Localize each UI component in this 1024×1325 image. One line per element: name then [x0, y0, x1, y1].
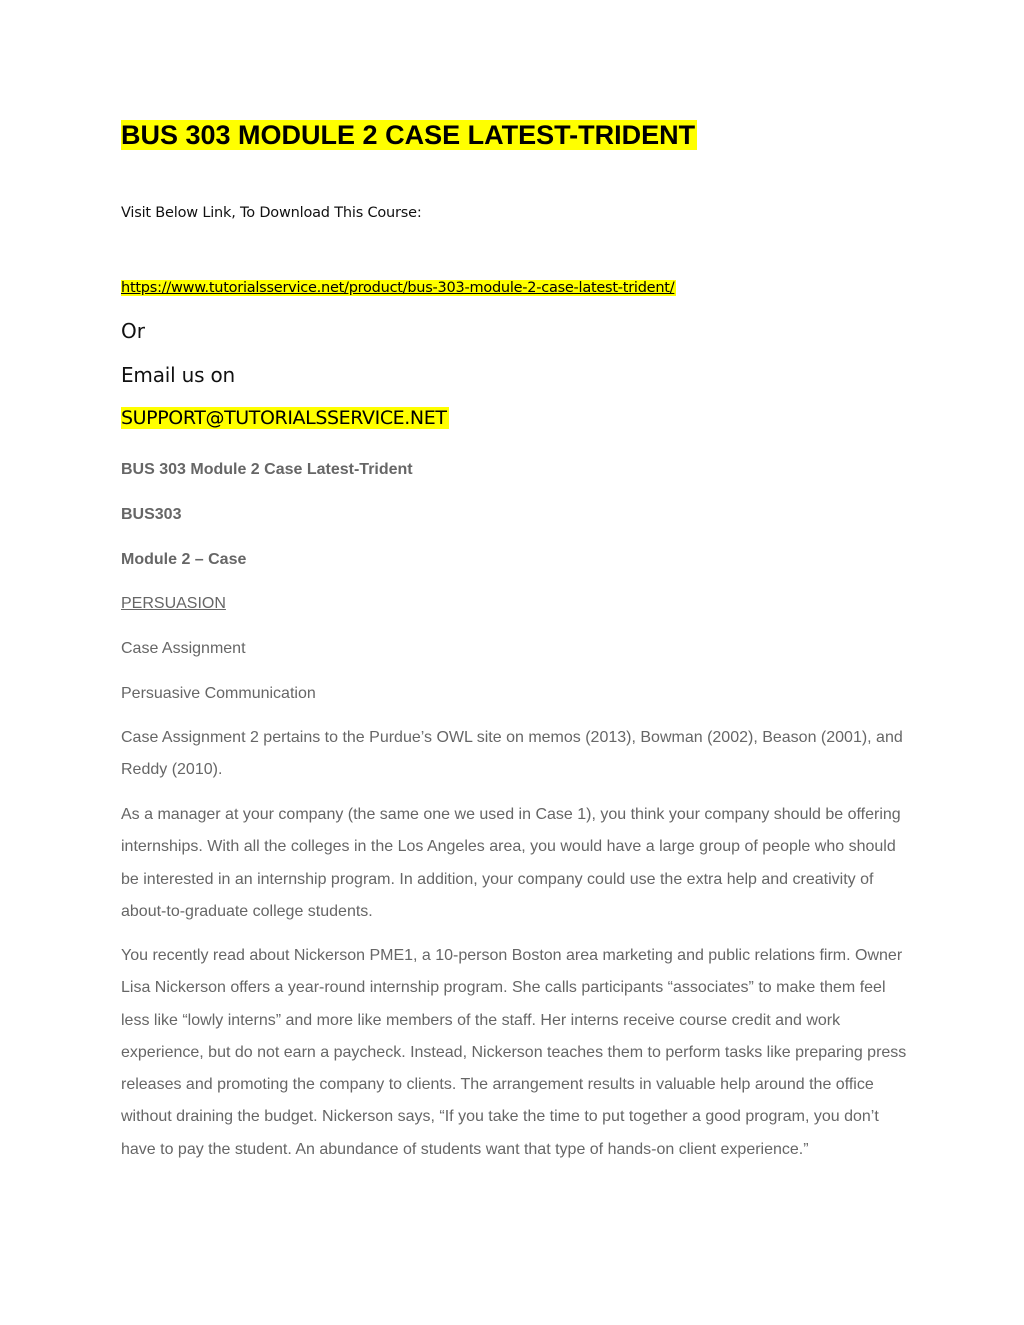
topic-heading: PERSUASION [121, 595, 226, 612]
course-link[interactable] [121, 277, 676, 300]
paragraph-3: You recently read about Nickerson PME1, a 10-person Boston area marketing and public relations firm. Owner Lisa Nickerson offers a year-round internship program. She calls participants “associates” to make them feel less like “lowly interns” and more like members of the staff. Her interns receive course credit and work experience, but do not earn a paycheck. Instead, Nickerson teaches them to perform tasks like preparing press releases and promoting the company to clients. The arrangement results in valuable help around the office without draining the budget. Nickerson says, “If you take the time to put together a good program, you don’t have to pay the student. An abundance of students want that type of hands-on client experience.” [121, 947, 907, 1158]
paragraph-2: As a manager at your company (the same one we used in Case 1), you think your company should be offering internships. With all the colleges in the Los Angeles area, you would have a large group of people who should be interested in an internship program. In addition, your company could use the extra help and creativity of about-to-graduate college students. [121, 806, 901, 920]
case-assignment-label: Case Assignment [121, 640, 246, 657]
email-label: Email us on [121, 363, 236, 387]
support-email[interactable] [121, 404, 449, 433]
title-highlight: BUS 303 MODULE 2 CASE LATEST-TRIDENT [121, 120, 696, 150]
support-email-text[interactable]: SUPPORT@TUTORIALSSERVICE.NET [121, 407, 447, 429]
course-heading: BUS 303 Module 2 Case Latest-Trident [121, 461, 413, 478]
visit-instruction: Visit Below Link, To Download This Course: [121, 205, 422, 221]
or-separator: Or [121, 319, 145, 343]
course-code: BUS303 [121, 506, 182, 523]
course-link-text[interactable]: https://www.tutorialsservice.net/product/bus-303-module-2-case-latest-trident/ [121, 280, 675, 296]
document-title [121, 118, 697, 152]
paragraph-1: Case Assignment 2 pertains to the Purdue’s OWL site on memos (2013), Bowman (2002), Beason (2001), and Reddy (2010). [121, 729, 903, 779]
persuasive-communication-label: Persuasive Communication [121, 685, 316, 702]
module-heading: Module 2 – Case [121, 551, 247, 568]
